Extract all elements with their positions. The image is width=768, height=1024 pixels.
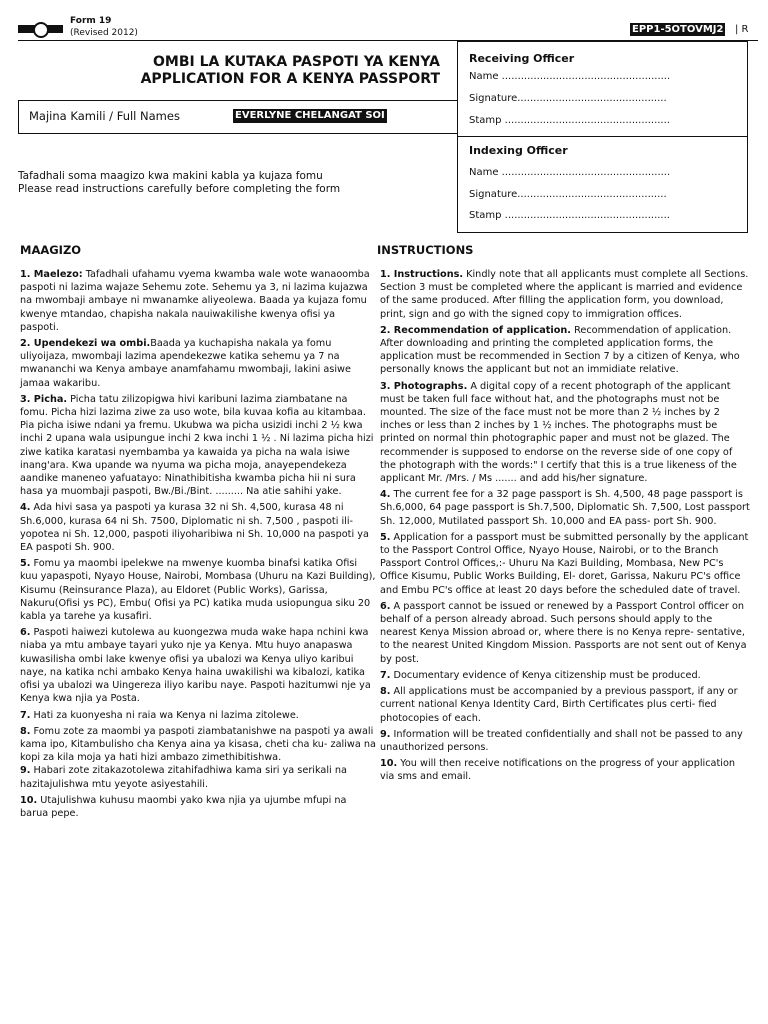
maagizo-item: 9. Habari zote zitakazotolewa zitahifadhiwa kama siri ya serikali na hazitajulishwa mtu yeyote asiyestahili. bbox=[20, 765, 347, 790]
instruction-item: 2. Recommendation of application. Recommendation of application. After downloading and printing the completed application forms, the application must be recommended in Section 7 by a citizen of Kenya, who personally knows the applicant but not an immidiate relative. bbox=[380, 324, 740, 376]
receiving-officer-heading: Receiving Officer bbox=[469, 52, 575, 65]
maagizo-item: 6. Paspoti haiwezi kutolewa au kuongezwa muda wake hapa nchini kwa niaba ya mtu ambaye tayari yuko nje ya Kenya. Mtu huyo anapaswa kuwasilisha ombi lake kwenye ofisi ya ubalozi wa Kenya uliyo karibui naye, na katika nchi ambako Kenya haina uwakilishi wa kibalozi, katika ofisi ya ubalozi wa Uingereza iliyo karibu naye. Paspoti hazitumwi nje ya Kenya kwa njia ya Posta. bbox=[20, 627, 371, 705]
instruction-item: 1. Instructions. Kindly note that all applicants must complete all Sections. Section 3 must be completed where the applicant is married and evidence of the same produced. After filling the application form, you download, print, sign and go with the signed copy to immigration offices. bbox=[380, 269, 749, 320]
title-english: APPLICATION FOR A KENYA PASSPORT bbox=[140, 71, 440, 87]
instruction-item: 6. A passport cannot be issued or renewed by a Passport Control officer on behalf of a person already abroad. Such persons should apply to the nearest Kenya Mission abroad or, where there is no Kenya repre- sentative, to the nearest United Kingdom Mission. Passports are not sent out of Kenya by post. bbox=[380, 600, 747, 665]
maagizo-item: 4. Ada hivi sasa ya paspoti ya kurasa 32 ni Sh. 4,500, kurasa 48 ni Sh.6,000, kurasa 64 ni Sh. 7500, Diplomatic ni sh. 7,500 , paspoti ili- yopotea ni Sh. 12,000, paspoti iliyoharibiwa ni Sh. 10,000 na paspoti ya EA paspoti Sh. 900. bbox=[20, 502, 369, 554]
instructions-list bbox=[380, 268, 750, 787]
form-revision: (Revised 2012) bbox=[70, 28, 138, 38]
reference-badge: EPP1-5OTOVMJ2 bbox=[632, 24, 724, 35]
instructions-heading: INSTRUCTIONS bbox=[377, 243, 474, 257]
maagizo-item: 10. Utajulishwa kuhusu maombi yako kwa njia ya ujumbe mfupi na barua pepe. bbox=[20, 794, 347, 819]
full-names-value[interactable]: EVERLYNE CHELANGAT SOI bbox=[235, 110, 385, 121]
receiving-officer-name[interactable]: Name ..................................................... bbox=[469, 71, 671, 82]
maagizo-item: 5. Fomu ya maombi ipelekwe na mwenye kuomba binafsi katika Ofisi kuu yapaspoti, Nyayo House, Nairobi, Mombasa (Uhuru na Kazi Building), Kisumu (Reinsurance Plaza), au Eldoret (Public Works), Garissa, Nakuru(Ofisi ys PC), Embu( Ofisi ya PC) katika muda usiopungua siku 20 kabla ya tarehe ya kusafiri. bbox=[20, 558, 376, 623]
notice-english: Please read instructions carefully before completing the form bbox=[18, 183, 341, 195]
maagizo-item: 7. Hati za kuonyesha ni raia wa Kenya ni lazima zitolewe. bbox=[20, 709, 299, 721]
instruction-item: 8. All applications must be accompanied by a previous passport, if any or current national Kenya Identity Card, Birth Certificates plus certi- fied photocopies of each. bbox=[380, 686, 738, 724]
indexing-officer-signature[interactable]: Signature............................................... bbox=[469, 189, 667, 200]
logo-circle-icon bbox=[33, 22, 49, 38]
maagizo-list bbox=[20, 268, 376, 823]
instruction-item: 10. You will then receive notifications on the progress of your application via sms and email. bbox=[380, 758, 736, 783]
instruction-item: 7. Documentary evidence of Kenya citizenship must be produced. bbox=[380, 669, 701, 681]
notice-swahili: Tafadhali soma maagizo kwa makini kabla ya kujaza fomu bbox=[18, 170, 323, 182]
indexing-officer-heading: Indexing Officer bbox=[469, 144, 568, 157]
indexing-officer-stamp[interactable]: Stamp .................................................... bbox=[469, 210, 670, 221]
instruction-item: 9. Information will be treated confidentially and shall not be passed to any unauthorized persons. bbox=[380, 728, 743, 753]
title-swahili: OMBI LA KUTAKA PASPOTI YA KENYA bbox=[153, 54, 440, 70]
reference-suffix: | R bbox=[735, 24, 749, 35]
maagizo-item: 1. Maelezo: Tafadhali ufahamu vyema kwamba wale wote wanaoomba paspoti ni lazima wajaze Sehemu zote. Sehemu ya 3, ni lazima kujazwa na mwombaji ambaye ni mwanamke aliyeolewa. Baada ya kujaza fomu kwenye mtandao, chapisha nakala nauiwakilishe kwenya ofisi ya paspoti. bbox=[20, 269, 370, 333]
maagizo-item: 3. Picha. Picha tatu zilizopigwa hivi karibuni lazima ziambatane na fomu. Picha hizi lazima ziwe za uso wote, bila kuvaa kofia au kitambaa. Pia picha isiwe ndani ya fremu. Ukubwa wa picha usizidi inchi 2 ½ kwa inchi 2 upana wala usipungue inchi 2 kwa inchi 1 ½ . Ni lazima picha hizi ziwe katika karatasi nyembamba ya kawaida ya picha na wala isiwe inang'ara. Kwa upande wa nyuma wa picha moja, anayependekeza aandike maneneo yafuatayo: Ninathibitisha kwamba picha hii ni sura hasa ya muombaji paspoti, Bw./Bi./Bint. ......... Na atie sahihi yake. bbox=[20, 393, 374, 498]
indexing-officer-name[interactable]: Name ..................................................... bbox=[469, 167, 671, 178]
maagizo-heading: MAAGIZO bbox=[20, 243, 82, 257]
receiving-officer-signature[interactable]: Signature............................................... bbox=[469, 93, 667, 104]
instruction-item: 3. Photographs. A digital copy of a recent photograph of the applicant must be taken full face without hat, and the photographs must not be mounted. The size of the face must not be more than 2 ½ inches by 2 inches or less than 2 inches by 1 ½ inches. The photographs must be printed on normal thin photographic paper and must not be glazed. The recommender is supposed to endorse on the reverse side of one copy of the photograph with the words:" I certify that this is a true likeness of the applicant Mr. /Mrs. / Ms ....... and add his/her signature. bbox=[380, 380, 737, 485]
maagizo-item: 2. Upendekezi wa ombi.Baada ya kuchapisha nakala ya fomu uliyoijaza, mwombaji lazima apendekezwe katika sehemu ya 7 na mwananchi wa Kenya ambaye anamfahamu mwombaji, lakini asiwe jamaa wakaribu. bbox=[20, 338, 351, 389]
officer-box bbox=[457, 41, 748, 233]
officer-divider bbox=[457, 136, 748, 137]
full-names-label: Majina Kamili / Full Names bbox=[29, 109, 180, 123]
instruction-item: 5. Application for a passport must be submitted personally by the applicant to the Passport Control Office, Nyayo House, Nairobi, or to the Branch Passport Control Offices,:- Uhuru Na Kazi Building, Mombasa, New PC's Office Kisumu, Public Works Building, El- doret, Garissa, Nakuru PC's office and Embu PC's office at least 20 days before the scheduled date of travel. bbox=[380, 531, 749, 596]
receiving-officer-stamp[interactable]: Stamp .................................................... bbox=[469, 115, 670, 126]
form-number: Form 19 bbox=[70, 16, 112, 26]
maagizo-item: 8. Fomu zote za maombi ya paspoti ziambatanishwe na paspoti ya awali kama ipo, Kitambulisho cha Kenya aina ya kisasa, cheti cha ku- zaliwa na kopi za kila moja ya hati hizi ambazo zimethibitishwa. bbox=[20, 725, 376, 764]
instruction-item: 4. The current fee for a 32 page passport is Sh. 4,500, 48 page passport is Sh.6,000, 64 page passport is Sh.7,500, Diplomatic Sh. 7,500, Lost passport Sh. 12,000, Mutilated passport Sh. 10,000 and EA pass- port Sh. 900. bbox=[380, 489, 750, 527]
